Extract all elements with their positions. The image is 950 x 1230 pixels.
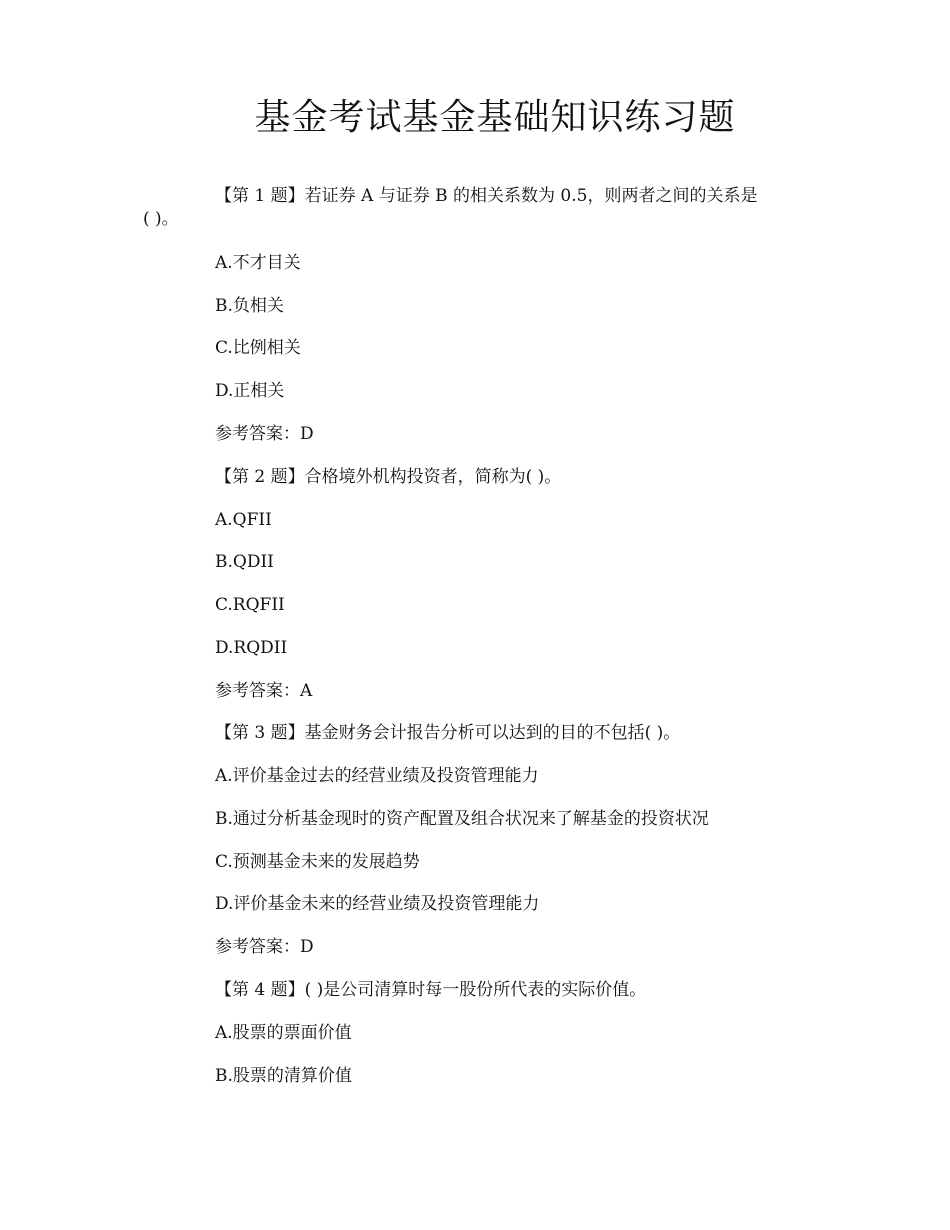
question-1-option-d: D.正相关 (215, 381, 285, 401)
question-1-stem-continued: ( )。 (143, 209, 179, 229)
question-4-option-a: A.股票的票面价值 (215, 1023, 352, 1043)
question-3-option-b: B.通过分析基金现时的资产配置及组合状况来了解基金的投资状况 (215, 809, 709, 829)
question-3-answer: 参考答案：D (215, 937, 314, 957)
question-1-option-a: A.不才目关 (215, 253, 301, 273)
question-3-option-d: D.评价基金未来的经营业绩及投资管理能力 (215, 894, 540, 914)
question-2-answer: 参考答案：A (215, 681, 313, 701)
question-3-stem: 【第 3 题】基金财务会计报告分析可以达到的目的不包括( )。 (215, 723, 681, 743)
document-title: 基金考试基金基础知识练习题 (254, 97, 736, 138)
question-4-option-b: B.股票的清算价值 (215, 1066, 352, 1086)
question-1-answer: 参考答案：D (215, 424, 314, 444)
question-2-option-b: B.QDII (215, 552, 274, 572)
question-2-stem: 【第 2 题】合格境外机构投资者，简称为( )。 (215, 467, 562, 487)
question-2-option-a: A.QFII (215, 510, 272, 530)
question-3-option-c: C.预测基金未来的发展趋势 (215, 852, 420, 872)
question-2-option-d: D.RQDII (215, 638, 288, 658)
question-3-option-a: A.评价基金过去的经营业绩及投资管理能力 (215, 766, 539, 786)
question-2-option-c: C.RQFII (215, 595, 285, 615)
question-1-option-c: C.比例相关 (215, 338, 301, 358)
question-1-stem: 【第 1 题】若证券 A 与证券 B 的相关系数为 0.5，则两者之间的关系是 (215, 186, 758, 206)
question-4-stem: 【第 4 题】( )是公司清算时每一股份所代表的实际价值。 (215, 980, 647, 1000)
question-1-option-b: B.负相关 (215, 296, 284, 316)
